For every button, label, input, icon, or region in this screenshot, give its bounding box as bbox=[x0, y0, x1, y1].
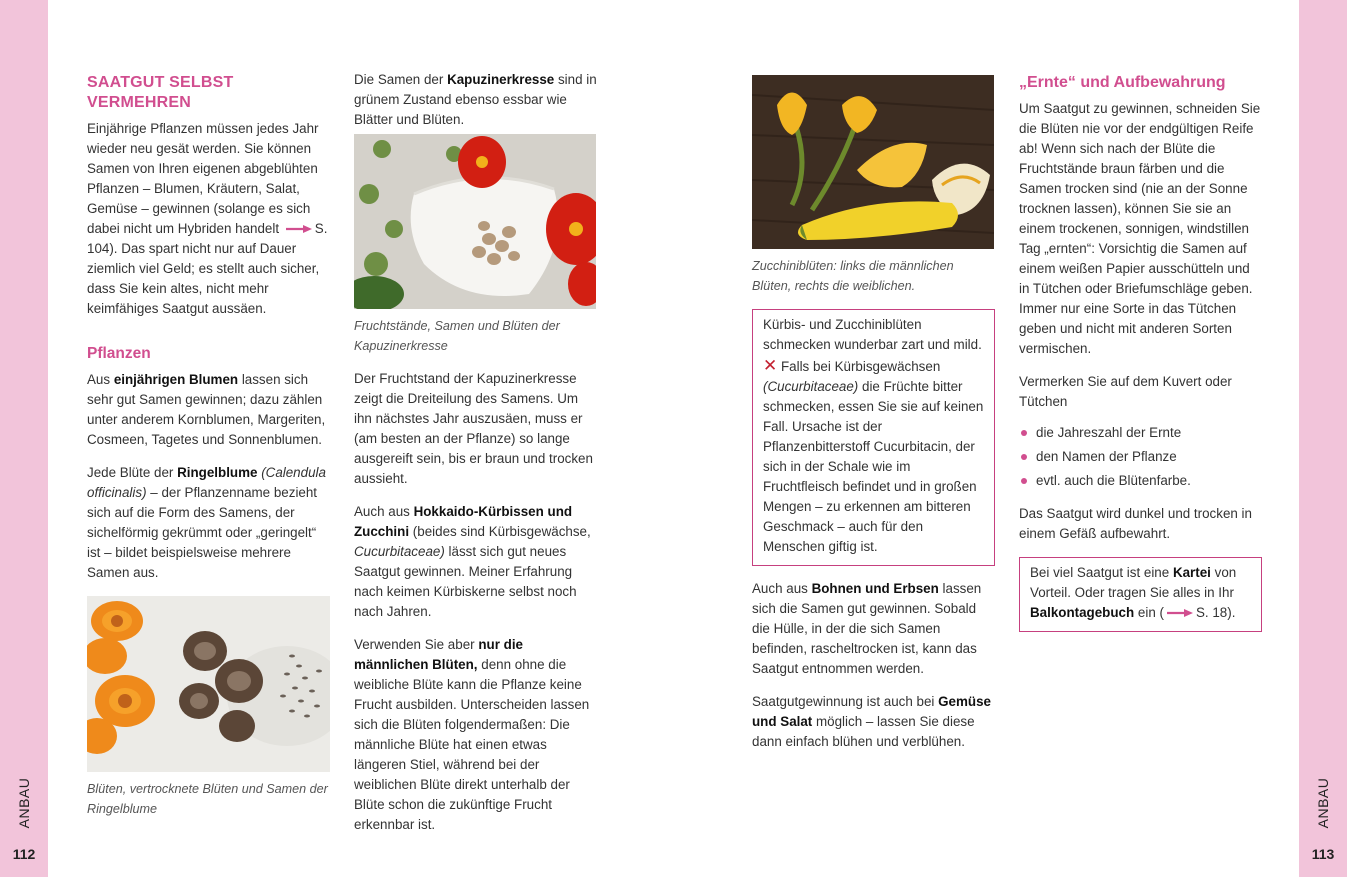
paragraph-gemuese bbox=[752, 692, 995, 752]
paragraph-bohnen bbox=[752, 579, 995, 679]
latin-name: Cucurbitaceae) bbox=[354, 544, 445, 559]
text-span: Jede Blüte der bbox=[87, 465, 174, 480]
text-span: denn ohne die weibliche Blüte kann die Pflanze keine Frucht ausbilden. Unterscheiden lassen sich die Blüten folgendermaßen: Die männliche Blüte hat einen etwas längeren Stiel, während bei der weiblichen Blüte direkt unterhalb der Blüte schon die zukünftige Frucht erkennbar ist. bbox=[354, 657, 590, 832]
arrow-right-icon bbox=[286, 224, 312, 234]
text-span: die Früchte bitter schmecken, essen Sie sie auf keinen Fall. Ursache ist der Pflanzenbitterstoff Cucurbitacin, der sich in der Schale wie im Fruchtfleisch befindet und in großen Mengen – zu erkennen am bitteren Geschmack – auch für den Menschen giftig ist. bbox=[763, 379, 984, 554]
page-number-left: 112 bbox=[12, 846, 36, 862]
paragraph-ernte: Um Saatgut zu gewinnen, schneiden Sie die Blüten nie vor der endgültigen Reife ab! Wenn sich nach der Blüte die Fruchtstände braun färben und die Samen trocken sind (nie an der Sonne trocknen lassen), können Sie sie an einem trockenen, sonnigen, windstillen Tag „ernten“: Vorsichtig die Samen auf einem weißen Papier ausschütteln und in Tütchen oder Briefumschläge geben. Immer nur eine Sorte in das Tütchen geben und nicht mit anderen Sorten vermischen. bbox=[1019, 101, 1261, 356]
paragraph-fruchtstand: Der Fruchtstand der Kapuzinerkresse zeigt die Dreiteilung des Samens. Um ihn nächstes Jahr auszusäen, muss er (am besten an der Pflanze) so lange ausgereift sein, bis er braun und trocken aussieht. bbox=[354, 371, 593, 486]
page-number-right: 113 bbox=[1311, 846, 1335, 862]
list-item: die Jahreszahl der Ernte bbox=[1019, 423, 1262, 443]
heading-pflanzen: Pflanzen bbox=[87, 345, 151, 362]
text-span: lassen sich die Samen gut gewinnen. Sobald die Hülle, in der die sich Samen befinden, rascheltrocken ist, kann das Saatgut entnommen werden. bbox=[752, 581, 982, 676]
text-span: Die Samen der bbox=[354, 72, 444, 87]
section-label-left: ANBAU bbox=[16, 777, 32, 829]
caption-calendula: Blüten, vertrocknete Blüten und Samen der Ringelblume bbox=[87, 782, 328, 816]
left-margin-bar bbox=[0, 0, 48, 877]
latin-name: (Cucurbitaceae) bbox=[763, 379, 859, 394]
photo-zucchini-blossoms bbox=[752, 75, 994, 249]
text-span: – der Pflanzenname bezieht sich auf die Form des Samens, der sichelförmig gekrümmt oder „geringelt“ ist – bildet beispielsweise mehrere Samen aus. bbox=[87, 485, 318, 580]
text-span: Auch aus bbox=[354, 504, 410, 519]
heading-saatgut: SAATGUT SELBST VERMEHREN bbox=[87, 74, 234, 111]
text-span: (beides sind Kürbisgewächse, bbox=[412, 524, 591, 539]
column-4 bbox=[1019, 70, 1262, 645]
text-span: Saatgutgewinnung ist auch bei bbox=[752, 694, 935, 709]
bold-term: einjährigen Blumen bbox=[113, 372, 239, 387]
bullet-list bbox=[1019, 423, 1262, 491]
paragraph-vermerken: Vermerken Sie auf dem Kuvert oder Tütchen bbox=[1019, 374, 1232, 409]
bold-term: Hokkaido-Kürbissen und Zucchini bbox=[354, 504, 573, 539]
text-span: Bei viel Saatgut ist eine bbox=[1030, 565, 1170, 580]
bold-term: Kartei bbox=[1172, 565, 1211, 580]
list-item: den Namen der Pflanze bbox=[1019, 447, 1262, 467]
page-reference-link[interactable]: S. 104). bbox=[87, 221, 328, 256]
bold-term: Bohnen und Erbsen bbox=[811, 581, 939, 596]
right-margin-bar bbox=[1299, 0, 1347, 877]
paragraph-maennliche-blueten bbox=[354, 635, 598, 835]
bold-term: Ringelblume bbox=[177, 465, 258, 480]
intro-text-2: Das spart nicht nur auf Dauer ziemlich viel Geld; es stellt auch sicher, dass Sie kein altes, nicht mehr keimfähiges Saatgut aussäen. bbox=[87, 241, 320, 316]
box-paragraph-kartei bbox=[1030, 563, 1251, 623]
paragraph-aufbewahrung: Das Saatgut wird dunkel und trocken in einem Gefäß aufbewahrt. bbox=[1019, 506, 1252, 541]
latin-name: (Calendula officinalis) bbox=[87, 465, 326, 500]
info-box-bitterstoff bbox=[752, 309, 995, 566]
box-paragraph-warning bbox=[763, 357, 984, 557]
warning-x-icon: ✕ bbox=[763, 356, 778, 375]
column-2 bbox=[354, 70, 598, 848]
paragraph-kapuzinerkresse bbox=[354, 70, 598, 130]
arrow-right-icon bbox=[1167, 608, 1193, 618]
text-span: Aus bbox=[87, 372, 111, 387]
section-label-right: ANBAU bbox=[1315, 777, 1331, 829]
text-span: von Vorteil. Oder tragen Sie alles in Ihr bbox=[1030, 565, 1237, 600]
info-box-kartei bbox=[1019, 557, 1262, 632]
heading-ernte: „Ernte“ und Aufbewahrung bbox=[1019, 74, 1226, 91]
paragraph-ringelblume bbox=[87, 463, 331, 583]
text-span: ein ( bbox=[1137, 605, 1164, 620]
intro-text-1: Einjährige Pflanzen müssen jedes Jahr wieder neu gesät werden. Sie können Samen von Ihren eigenen abgeblühten Pflanzen – Blumen, Kräutern, Salat, Gemüse – gewinnen (solange es sich dabei nicht um Hybriden handelt bbox=[87, 121, 319, 236]
column-1 bbox=[87, 70, 331, 832]
text-span: lässt sich gut neues Saatgut gewinnen. Meiner Erfahrung nach keimen Kürbiskerne selbst noch nach Jahren. bbox=[354, 544, 577, 619]
text-span: Verwenden Sie aber bbox=[354, 637, 475, 652]
paragraph-hokkaido bbox=[354, 502, 598, 622]
text-span: Auch aus bbox=[752, 581, 808, 596]
text-span: lassen sich sehr gut Samen gewinnen; dazu zählen unter anderem Kornblumen, Margeriten, Cosmeen, Tagetes und Sonnenblumen. bbox=[87, 372, 326, 447]
text-span: sind in grünem Zustand ebenso essbar wie Blätter und Blüten. bbox=[354, 72, 597, 127]
page-reference-link[interactable]: S. 18). bbox=[1195, 605, 1236, 620]
paragraph-intro bbox=[87, 119, 331, 319]
caption-zucchini: Zucchiniblüten: links die männlichen Blüten, rechts die weiblichen. bbox=[752, 259, 954, 293]
caption-nasturtium: Fruchtstände, Samen und Blüten der Kapuzinerkresse bbox=[354, 319, 560, 353]
list-item: evtl. auch die Blütenfarbe. bbox=[1019, 471, 1262, 491]
bold-term: Kapuzinerkresse bbox=[447, 72, 555, 87]
text-span: Falls bei Kürbisgewächsen bbox=[780, 359, 941, 374]
photo-nasturtium bbox=[354, 134, 596, 309]
column-3 bbox=[752, 75, 995, 765]
bold-term: Gemüse und Salat bbox=[752, 694, 991, 729]
bold-term: Balkontagebuch bbox=[1030, 605, 1135, 620]
text-span: möglich – lassen Sie diese dann einfach blühen und verblühen. bbox=[752, 714, 975, 749]
photo-calendula bbox=[87, 596, 330, 772]
bold-term: nur die männlichen Blüten, bbox=[354, 637, 523, 672]
paragraph-blumen bbox=[87, 370, 331, 450]
box-paragraph-mild: Kürbis- und Zucchiniblüten schmecken wunderbar zart und mild. bbox=[763, 317, 982, 352]
